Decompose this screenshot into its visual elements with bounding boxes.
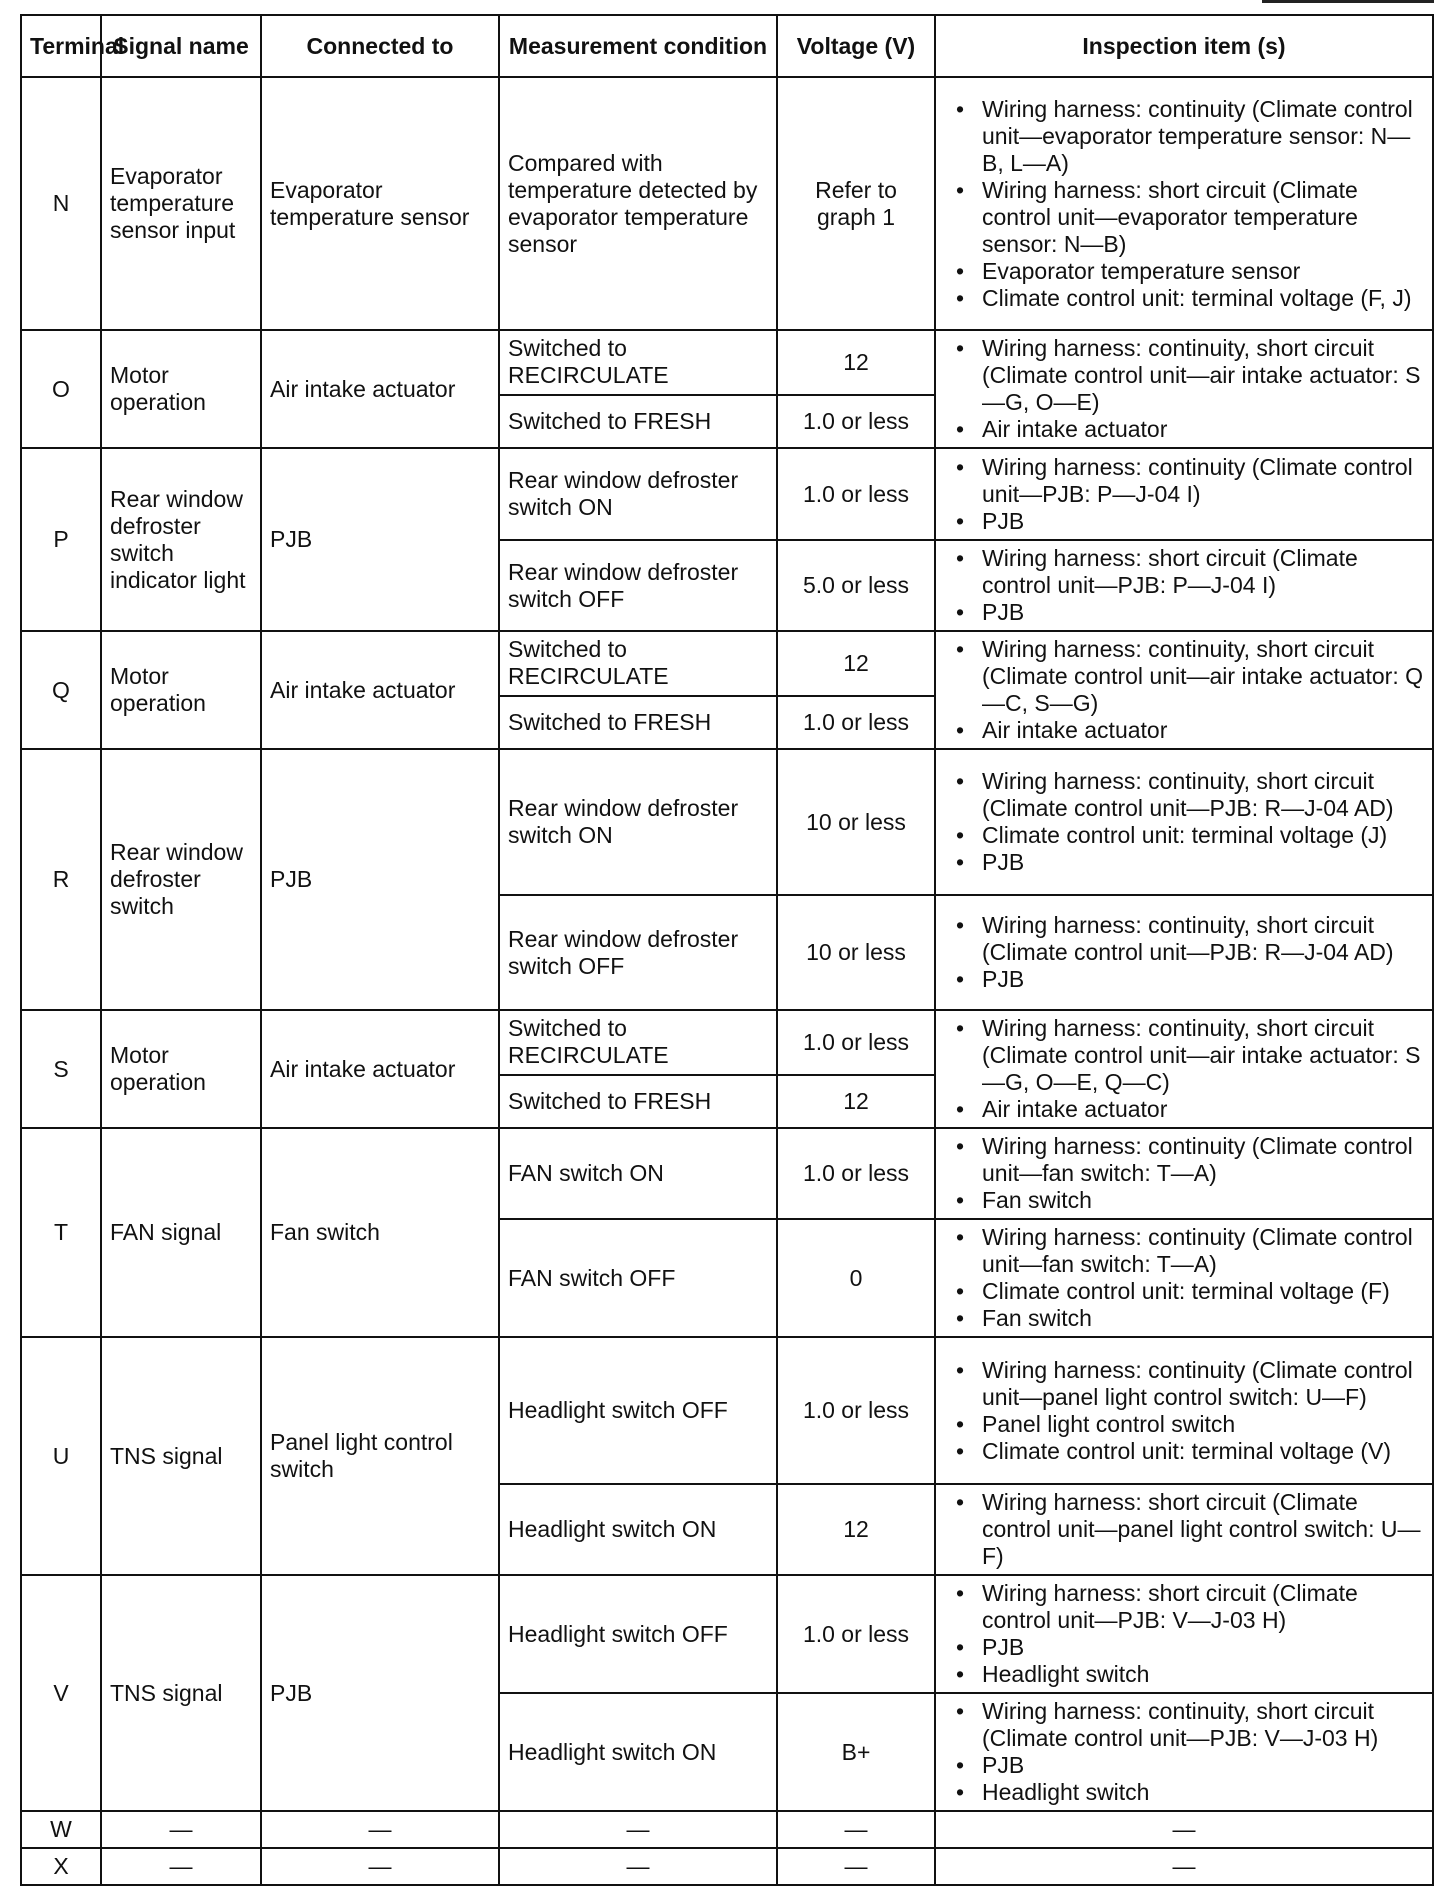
- terminal-cell: T: [21, 1128, 101, 1337]
- signal-name-cell: Motor operation: [101, 330, 261, 448]
- inspection-item: • PJB: [944, 599, 1424, 626]
- header-inspection-items: Inspection item (s): [935, 15, 1433, 77]
- condition-cell: Switched to FRESH: [499, 1075, 777, 1128]
- inspection-item: • Fan switch: [944, 1305, 1424, 1332]
- condition-cell: Headlight switch ON: [499, 1693, 777, 1811]
- voltage-cell: 1.0 or less: [777, 1010, 935, 1075]
- table-row: [21, 1337, 1433, 1484]
- inspection-item: • Wiring harness: short circuit (Climate control unit—PJB: V—J-03 H): [944, 1580, 1424, 1634]
- inspection-cell: [935, 448, 1433, 540]
- inspection-cell: [935, 631, 1433, 749]
- signal-name-cell: TNS signal: [101, 1575, 261, 1811]
- voltage-cell: 10 or less: [777, 895, 935, 1010]
- signal-name-cell: Rear window defroster switch: [101, 749, 261, 1010]
- voltage-cell: 12: [777, 1484, 935, 1575]
- terminal-cell: N: [21, 77, 101, 330]
- connected-to-cell: PJB: [261, 749, 499, 1010]
- table-row: [21, 1128, 1433, 1219]
- terminal-cell: U: [21, 1337, 101, 1575]
- inspection-item: • Panel light control switch: [944, 1411, 1424, 1438]
- table-row: [21, 1811, 1433, 1848]
- table-row: [21, 1575, 1433, 1693]
- signal-name-cell: Rear window defroster switch indicator light: [101, 448, 261, 631]
- table-row: [21, 1848, 1433, 1885]
- terminal-cell: V: [21, 1575, 101, 1811]
- terminal-cell: R: [21, 749, 101, 1010]
- inspection-item: • Wiring harness: continuity, short circuit (Climate control unit—air intake actuator: Q—C, S—G): [944, 636, 1424, 717]
- header-connected-to: Connected to: [261, 15, 499, 77]
- inspection-cell: [935, 1693, 1433, 1811]
- inspection-item: • Climate control unit: terminal voltage (J): [944, 822, 1424, 849]
- connected-to-cell: PJB: [261, 1575, 499, 1811]
- condition-cell: Switched to RECIRCULATE: [499, 330, 777, 395]
- inspection-item: • Air intake actuator: [944, 416, 1424, 443]
- inspection-item: • Wiring harness: short circuit (Climate control unit—PJB: P—J-04 I): [944, 545, 1424, 599]
- inspection-item: • Climate control unit: terminal voltage (V): [944, 1438, 1424, 1465]
- connected-to-cell: Fan switch: [261, 1128, 499, 1337]
- connected-to-cell: —: [261, 1848, 499, 1885]
- inspection-item: • Wiring harness: continuity, short circuit (Climate control unit—PJB: V—J-03 H): [944, 1698, 1424, 1752]
- signal-name-cell: —: [101, 1848, 261, 1885]
- voltage-cell: 1.0 or less: [777, 1575, 935, 1693]
- table-row: [21, 1010, 1433, 1075]
- signal-name-cell: Evaporator temperature sensor input: [101, 77, 261, 330]
- inspection-item: • Air intake actuator: [944, 1096, 1424, 1123]
- header-terminal: Terminal: [21, 15, 101, 77]
- inspection-item: • Wiring harness: continuity, short circuit (Climate control unit—air intake actuator: S—G, O—E): [944, 335, 1424, 416]
- inspection-item: • Air intake actuator: [944, 717, 1424, 744]
- inspection-cell: [935, 1575, 1433, 1693]
- inspection-item: • Wiring harness: continuity (Climate control unit—panel light control switch: U—F): [944, 1357, 1424, 1411]
- terminal-cell: P: [21, 448, 101, 631]
- condition-cell: Compared with temperature detected by evaporator temperature sensor: [499, 77, 777, 330]
- voltage-cell: 1.0 or less: [777, 696, 935, 749]
- signal-name-cell: FAN signal: [101, 1128, 261, 1337]
- inspection-cell: [935, 1484, 1433, 1575]
- voltage-cell: —: [777, 1811, 935, 1848]
- terminal-cell: X: [21, 1848, 101, 1885]
- inspection-item: • Wiring harness: continuity, short circuit (Climate control unit—PJB: R—J-04 AD): [944, 912, 1424, 966]
- inspection-item: • PJB: [944, 1634, 1424, 1661]
- condition-cell: —: [499, 1848, 777, 1885]
- voltage-cell: 5.0 or less: [777, 540, 935, 631]
- terminal-cell: W: [21, 1811, 101, 1848]
- condition-cell: FAN switch ON: [499, 1128, 777, 1219]
- connected-to-cell: Air intake actuator: [261, 330, 499, 448]
- signal-name-cell: TNS signal: [101, 1337, 261, 1575]
- inspection-item: • Headlight switch: [944, 1661, 1424, 1688]
- terminal-inspection-table: [20, 14, 1434, 1886]
- inspection-cell: [935, 1337, 1433, 1484]
- inspection-item: • Wiring harness: continuity, short circuit (Climate control unit—PJB: R—J-04 AD): [944, 768, 1424, 822]
- condition-cell: Rear window defroster switch ON: [499, 749, 777, 895]
- inspection-item: • Climate control unit: terminal voltage (F): [944, 1278, 1424, 1305]
- connected-to-cell: —: [261, 1811, 499, 1848]
- voltage-cell: 1.0 or less: [777, 395, 935, 448]
- signal-name-cell: Motor operation: [101, 1010, 261, 1128]
- condition-cell: Rear window defroster switch ON: [499, 448, 777, 540]
- inspection-cell: [935, 1010, 1433, 1128]
- voltage-cell: 12: [777, 1075, 935, 1128]
- inspection-cell: [935, 330, 1433, 448]
- header-signal-name: Signal name: [101, 15, 261, 77]
- connected-to-cell: Panel light control switch: [261, 1337, 499, 1575]
- inspection-item: • Wiring harness: short circuit (Climate control unit—evaporator temperature sensor: N—B): [944, 177, 1424, 258]
- connected-to-cell: Evaporator temperature sensor: [261, 77, 499, 330]
- condition-cell: Rear window defroster switch OFF: [499, 540, 777, 631]
- condition-cell: Rear window defroster switch OFF: [499, 895, 777, 1010]
- voltage-cell: 1.0 or less: [777, 1337, 935, 1484]
- condition-cell: Switched to RECIRCULATE: [499, 1010, 777, 1075]
- condition-cell: Headlight switch OFF: [499, 1575, 777, 1693]
- inspection-cell: [935, 749, 1433, 895]
- inspection-item: • Wiring harness: short circuit (Climate control unit—panel light control switch: U—F): [944, 1489, 1424, 1570]
- inspection-cell: [935, 895, 1433, 1010]
- inspection-item: • Wiring harness: continuity (Climate control unit—evaporator temperature sensor: N—B, L—A): [944, 96, 1424, 177]
- voltage-cell: 0: [777, 1219, 935, 1337]
- table-row: [21, 448, 1433, 540]
- voltage-cell: 12: [777, 330, 935, 395]
- header-voltage: Voltage (V): [777, 15, 935, 77]
- voltage-cell: 10 or less: [777, 749, 935, 895]
- top-rule: [1262, 0, 1434, 3]
- voltage-cell: Refer to graph 1: [777, 77, 935, 330]
- voltage-cell: 12: [777, 631, 935, 696]
- voltage-cell: B+: [777, 1693, 935, 1811]
- connected-to-cell: PJB: [261, 448, 499, 631]
- terminal-cell: S: [21, 1010, 101, 1128]
- voltage-cell: 1.0 or less: [777, 448, 935, 540]
- voltage-cell: —: [777, 1848, 935, 1885]
- signal-name-cell: Motor operation: [101, 631, 261, 749]
- inspection-item: • Wiring harness: continuity, short circuit (Climate control unit—air intake actuator: S—G, O—E, Q—C): [944, 1015, 1424, 1096]
- condition-cell: —: [499, 1811, 777, 1848]
- inspection-cell: [935, 540, 1433, 631]
- inspection-item: • Fan switch: [944, 1187, 1424, 1214]
- inspection-item: • Wiring harness: continuity (Climate control unit—fan switch: T—A): [944, 1133, 1424, 1187]
- inspection-cell: —: [935, 1848, 1433, 1885]
- table-row: [21, 749, 1433, 895]
- voltage-cell: 1.0 or less: [777, 1128, 935, 1219]
- inspection-cell: [935, 77, 1433, 330]
- inspection-item: • Evaporator temperature sensor: [944, 258, 1424, 285]
- condition-cell: Switched to RECIRCULATE: [499, 631, 777, 696]
- inspection-item: • PJB: [944, 849, 1424, 876]
- header-measurement-condition: Measurement condition: [499, 15, 777, 77]
- connected-to-cell: Air intake actuator: [261, 631, 499, 749]
- inspection-item: • PJB: [944, 1752, 1424, 1779]
- header-row: [21, 15, 1433, 77]
- signal-name-cell: —: [101, 1811, 261, 1848]
- connected-to-cell: Air intake actuator: [261, 1010, 499, 1128]
- inspection-cell: [935, 1128, 1433, 1219]
- terminal-cell: O: [21, 330, 101, 448]
- table-row: [21, 631, 1433, 696]
- condition-cell: FAN switch OFF: [499, 1219, 777, 1337]
- inspection-item: • PJB: [944, 966, 1424, 993]
- table-row: [21, 77, 1433, 330]
- condition-cell: Headlight switch OFF: [499, 1337, 777, 1484]
- inspection-item: • Climate control unit: terminal voltage (F, J): [944, 285, 1424, 312]
- inspection-item: • PJB: [944, 508, 1424, 535]
- inspection-cell: [935, 1219, 1433, 1337]
- condition-cell: Switched to FRESH: [499, 395, 777, 448]
- table-row: [21, 330, 1433, 395]
- inspection-item: • Wiring harness: continuity (Climate control unit—PJB: P—J-04 I): [944, 454, 1424, 508]
- inspection-cell: —: [935, 1811, 1433, 1848]
- terminal-cell: Q: [21, 631, 101, 749]
- condition-cell: Headlight switch ON: [499, 1484, 777, 1575]
- inspection-item: • Wiring harness: continuity (Climate control unit—fan switch: T—A): [944, 1224, 1424, 1278]
- condition-cell: Switched to FRESH: [499, 696, 777, 749]
- inspection-item: • Headlight switch: [944, 1779, 1424, 1806]
